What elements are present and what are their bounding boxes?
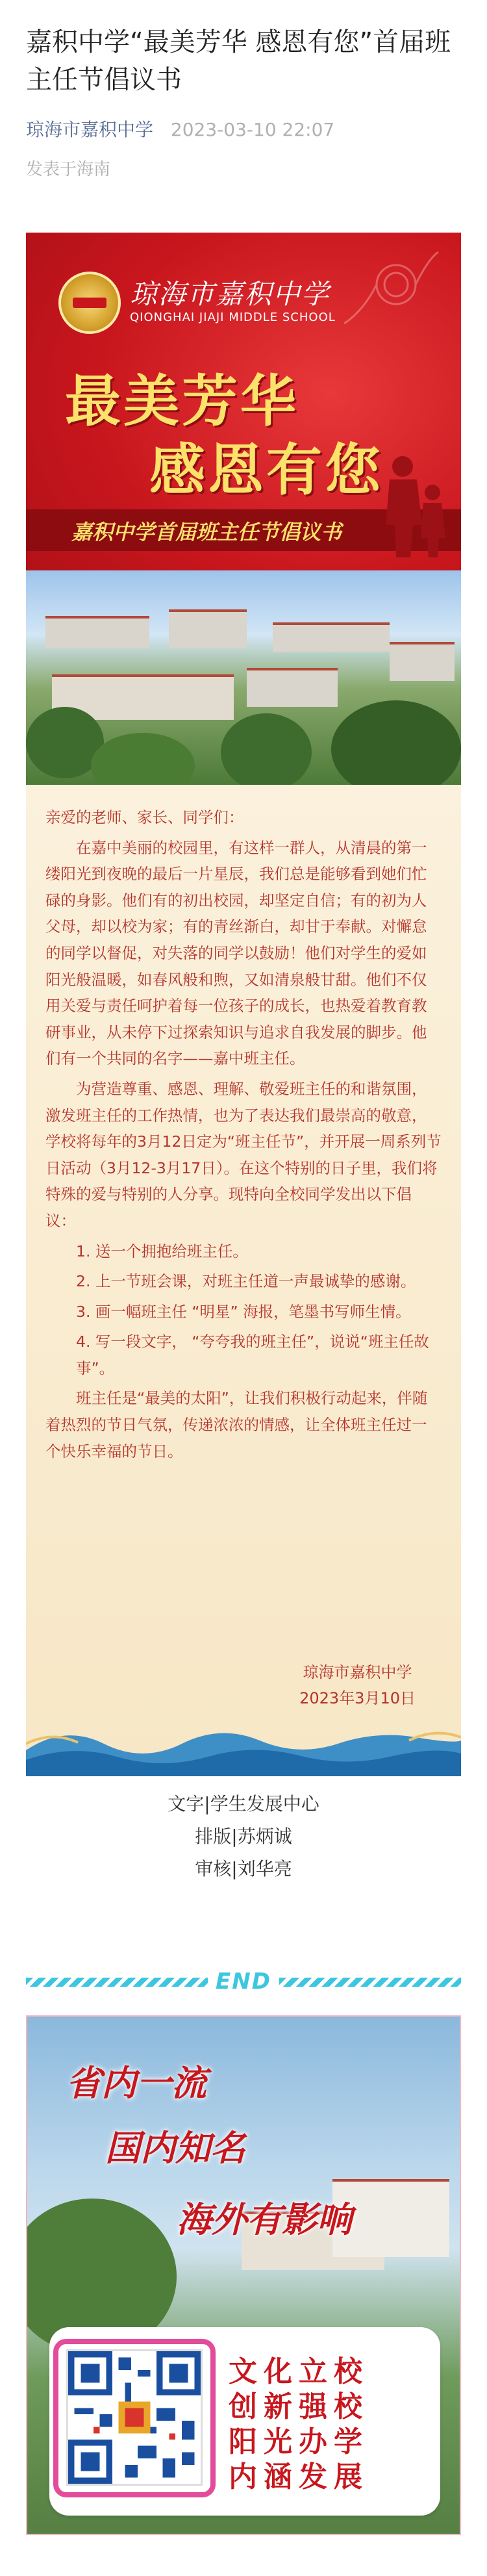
- letter-paragraph: 为营造尊重、感恩、理解、敬爱班主任的和谐氛围，激发班主任的工作热情，也为了表达我们最崇高的敬意，学校将每年的3月12日定为“班主任节”，并开展一周系列节日活动（3月12-3月17日）。在这个特别的日子里，我们将特殊的爱与特别的人分享。现特向全校同学发出以下倡议：: [45, 1079, 442, 1230]
- motto-line: 内涵发展: [229, 2460, 369, 2493]
- letter-greeting: 亲爱的老师、家长、同学们：: [45, 808, 244, 826]
- poster-school-name-en: QIONGHAI JIAJI MIDDLE SCHOOL: [130, 311, 336, 324]
- campus-tree: [221, 713, 312, 785]
- wave-decoration-icon: [26, 1705, 461, 1776]
- promo-slogan-3: 海外有影响: [177, 2199, 352, 2240]
- letter-signature: [299, 1659, 416, 1711]
- article-poster-image: [26, 233, 461, 1776]
- poster-headline-line2: 感恩有您: [149, 437, 383, 503]
- letter-paragraph: 班主任是“最美的太阳”，让我们积极行动起来，伴随着热烈的节日气氛，传递浓浓的情感，让全体班主任过一个快乐幸福的节日。: [45, 1389, 428, 1460]
- credit-layout-by: 排版|苏炳诚: [195, 1826, 292, 1847]
- article-title: 嘉积中学“最美芳华 感恩有您”首届班主任节倡议书: [26, 27, 451, 95]
- promo-slogan-2: 国内知名: [105, 2127, 245, 2169]
- letter-list-item: 3. 画一幅班主任 “明星” 海报，笔墨书写师生情。: [76, 1302, 411, 1321]
- letter-list-item: 2. 上一节班会课，对班主任道一声最诚挚的感谢。: [76, 1272, 416, 1291]
- letter-body: [45, 804, 442, 1468]
- letter-paragraph: 在嘉中美丽的校园里，有这样一群人，从清晨的第一缕阳光到夜晚的最后一片星辰，我们总是能够看到她们忙碌的身影。他们有的初出校园，却坚定自信；有的初为人父母，却以校为家；有的青丝渐白，却甘于奉献。对懈怠的同学以督促，对失落的同学以鼓励！他们对学生的爱如阳光般温暖，如春风般和煦，又如清泉般甘甜。他们不仅用关爱与责任呵护着每一位孩子的成长，也热爱着教育教研事业，从未停下过探索知识与追求自我发展的脚步。他们有一个共同的名字——嘉中班主任。: [45, 838, 427, 1068]
- motto-line: 阳光办学: [229, 2425, 369, 2458]
- promo-slogan-1: 省内一流: [66, 2062, 206, 2104]
- publish-location: 发表于海南: [26, 160, 111, 179]
- letter-list-item: 4. 写一段文字， “夸夸我的班主任”，说说“班主任故事”。: [76, 1333, 429, 1377]
- school-promo-image: [26, 2015, 461, 2535]
- promo-mottos: [229, 2354, 369, 2495]
- credit-review-by: 审核|刘华亮: [195, 1858, 292, 1880]
- article-meta: [26, 116, 334, 142]
- campus-building: [390, 642, 455, 681]
- campus-tree: [331, 700, 461, 785]
- poster-headline-line1: 最美芳华: [65, 368, 299, 434]
- letter-list-item: 1. 送一个拥抱给班主任。: [76, 1242, 248, 1260]
- school-emblem-icon: [58, 272, 121, 334]
- publish-datetime: 2023-03-10 22:07: [170, 119, 335, 140]
- poster-school-name: 琼海市嘉积中学: [130, 278, 331, 310]
- campus-tree: [91, 733, 195, 785]
- teacher-student-silhouette-icon: [377, 447, 448, 557]
- end-divider: [26, 1969, 461, 1995]
- signature-date: 2023年3月10日: [299, 1689, 416, 1707]
- campus-building: [247, 668, 338, 707]
- flower-decoration-icon: [338, 246, 442, 343]
- credits-block: [0, 1788, 487, 1885]
- motto-line: 文化立校: [229, 2355, 369, 2388]
- campus-building: [169, 609, 247, 648]
- signature-org: 琼海市嘉积中学: [303, 1663, 412, 1681]
- credit-text-by: 文字|学生发展中心: [168, 1793, 319, 1815]
- proposal-letter: [26, 785, 461, 1776]
- campus-aerial-photo: [26, 570, 461, 785]
- campus-building: [45, 616, 149, 648]
- poster-subtitle: 嘉积中学首届班主任节倡议书: [71, 520, 342, 544]
- qr-code-icon[interactable]: [66, 2349, 203, 2486]
- author-link[interactable]: 琼海市嘉积中学: [26, 119, 154, 140]
- campus-building: [273, 622, 390, 652]
- end-label: END: [216, 1969, 271, 1995]
- motto-line: 创新强校: [229, 2390, 369, 2423]
